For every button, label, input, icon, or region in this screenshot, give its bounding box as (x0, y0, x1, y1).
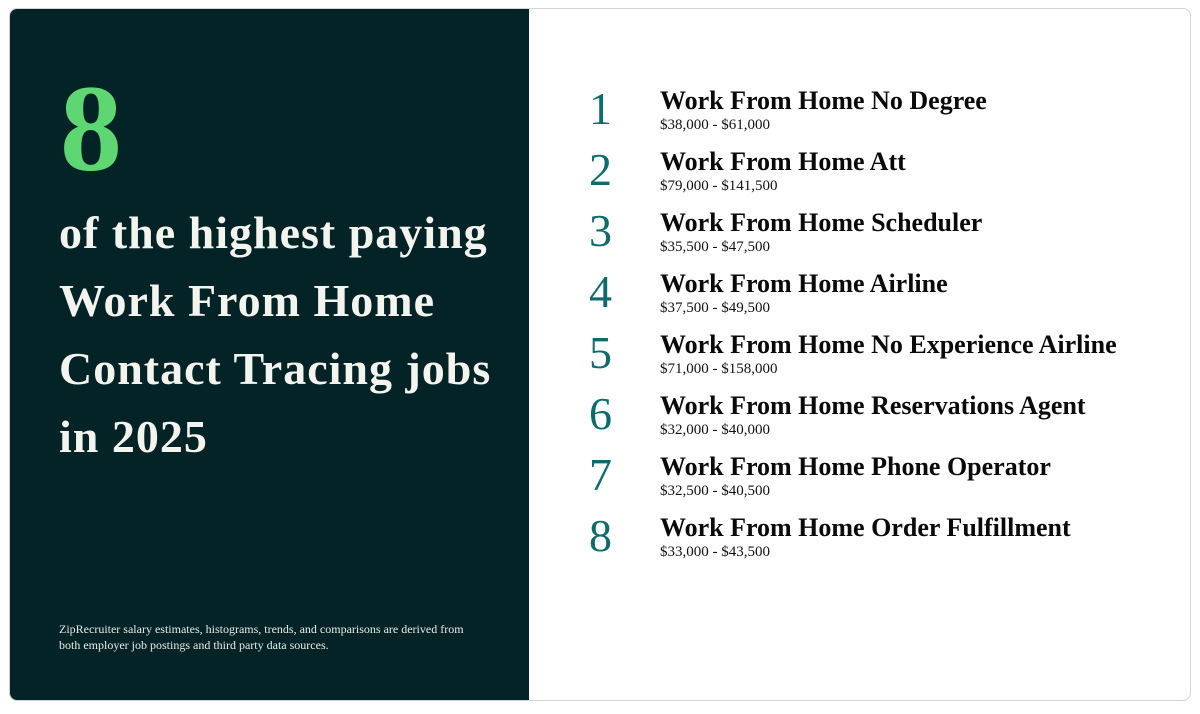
job-salary-range: $37,500 - $49,500 (660, 299, 770, 316)
job-salary-range: $32,000 - $40,000 (660, 421, 770, 438)
job-rank: 2 (589, 144, 612, 195)
job-rank: 1 (589, 83, 612, 134)
data-source-footnote: ZipRecruiter salary estimates, histograms, trends, and comparisons are derived from both employer job postings and third party data sources. (59, 622, 464, 652)
job-salary-range: $35,500 - $47,500 (660, 238, 770, 255)
job-list-item (585, 389, 1145, 439)
job-title: Work From Home Phone Operator (660, 451, 1051, 481)
job-title: Work From Home No Experience Airline (660, 329, 1117, 359)
job-rank: 3 (589, 205, 612, 256)
job-list-panel (529, 9, 1190, 700)
job-rank: 6 (589, 388, 612, 439)
hero-headline: of the highest paying Work From Home Contact Tracing jobs in 2025 (59, 207, 492, 462)
job-list-item (585, 328, 1145, 378)
job-salary-range: $38,000 - $61,000 (660, 116, 770, 133)
job-salary-range: $79,000 - $141,500 (660, 177, 778, 194)
hero-panel (10, 9, 529, 700)
job-title: Work From Home Att (660, 146, 906, 176)
job-list-item (585, 206, 1145, 256)
job-salary-range: $71,000 - $158,000 (660, 360, 778, 377)
job-list-item (585, 145, 1145, 195)
job-title: Work From Home Airline (660, 268, 948, 298)
job-rank: 4 (589, 266, 612, 317)
job-rank: 7 (589, 449, 612, 500)
job-list-item (585, 450, 1145, 500)
job-salary-range: $32,500 - $40,500 (660, 482, 770, 499)
job-salary-range: $33,000 - $43,500 (660, 543, 770, 560)
job-rank: 5 (589, 327, 612, 378)
job-list-item (585, 267, 1145, 317)
job-list-item (585, 84, 1145, 134)
job-rank: 8 (589, 510, 612, 561)
job-list (585, 84, 1145, 572)
job-list-item (585, 511, 1145, 561)
job-title: Work From Home Order Fulfillment (660, 512, 1071, 542)
job-title: Work From Home Scheduler (660, 207, 983, 237)
hero-number: 8 (60, 60, 122, 197)
job-title: Work From Home Reservations Agent (660, 390, 1086, 420)
job-title: Work From Home No Degree (660, 85, 987, 115)
infographic-card (9, 8, 1191, 701)
